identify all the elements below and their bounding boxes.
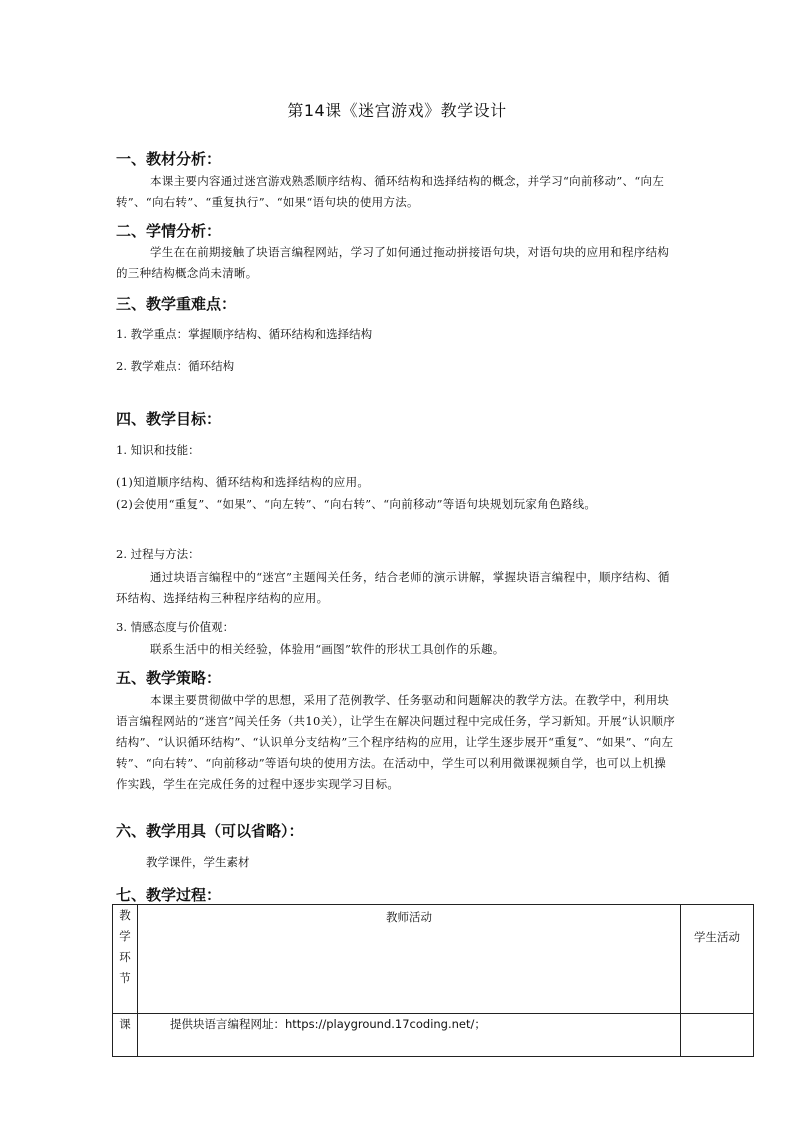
objective-knowledge-heading: 1. 知识和技能： [116, 443, 200, 457]
table-row [113, 905, 754, 1014]
section-heading-1: 一、教材分析： [116, 150, 222, 168]
key-point-item: 1. 教学重点：掌握顺序结构、循环结构和选择结构 [116, 327, 373, 341]
table-cell-stage: 课 [113, 1014, 138, 1057]
stage-char: 环 [119, 950, 131, 964]
section-heading-7: 七、教学过程： [116, 886, 222, 904]
section-text-5: 本课主要贯彻做中学的思想，采用了范例教学、任务驱动和问题解决的教学方法。在教学中，利用块语言编程网站的“迷宫”闯关任务（共10关），让学生在解决问题过程中完成任务，学习新知。开展“认识顺序结构”、“认识循环结构”、“认识单分支结构”三个程序结构的应用，让学生逐步展开“重复”、“如果”、“向左转”、“向右转”、“向前移动”等语句块的使用方法。在活动中，学生可以利用微课视频自学，也可以上机操作实践，学生在完成任务的过程中逐步实现学习目标。 [116, 693, 676, 791]
section-text-1: 本课主要内容通过迷宫游戏熟悉顺序结构、循环结构和选择结构的概念，并学习“向前移动”、“向左转”、“向右转”、“重复执行”、“如果“语句块的使用方法。 [116, 174, 665, 209]
objective-process-text: 通过块语言编程中的“迷宫”主题闯关任务，结合老师的演示讲解，掌握块语言编程中，顺序结构、循环结构、选择结构三种程序结构的应用。 [116, 570, 670, 605]
difficult-point-item: 2. 教学难点：循环结构 [116, 359, 235, 373]
stage-char: 节 [119, 971, 131, 985]
table-header-stage [113, 905, 138, 1014]
section-heading-4: 四、教学目标： [116, 410, 222, 428]
section-heading-6: 六、教学用具（可以省略）： [116, 822, 304, 840]
teaching-tools-text: 教学课件，学生素材 [146, 855, 250, 869]
section-heading-3: 三、教学重难点： [116, 295, 237, 313]
table-cell-student-activity [681, 1014, 754, 1057]
objective-attitude-heading: 3. 情感态度与价值观： [116, 620, 235, 634]
section-heading-5: 五、教学策略： [116, 669, 222, 687]
section-text-2: 学生在在前期接触了块语言编程网站，学习了如何通过拖动拼接语句块，对语句块的应用和程序结构的三种结构概念尚未清晰。 [116, 245, 670, 280]
objective-knowledge-item-2: (2)会使用“重复”、“如果”、“向左转”、“向右转”、“向前移动”等语句块规划玩家角色路线。 [116, 497, 597, 511]
table-header-teacher-activity: 教师活动 [138, 905, 681, 1014]
objective-knowledge-item-1: (1)知道顺序结构、循环结构和选择结构的应用。 [116, 475, 370, 489]
teaching-process-table [112, 904, 754, 1057]
objective-process-heading: 2. 过程与方法： [116, 547, 200, 561]
table-header-student-activity: 学生活动 [681, 905, 754, 1014]
stage-char: 学 [119, 929, 131, 943]
table-cell-teacher-activity: 提供块语言编程网址：https://playground.17coding.net/； [138, 1014, 681, 1057]
section-heading-2: 二、学情分析： [116, 222, 222, 240]
stage-char: 教 [119, 908, 131, 922]
table-row [113, 1014, 754, 1057]
page-title: 第14课《迷宫游戏》教学设计 [287, 101, 507, 120]
objective-attitude-text: 联系生活中的相关经验，体验用“画图”软件的形状工具创作的乐趣。 [150, 642, 505, 656]
